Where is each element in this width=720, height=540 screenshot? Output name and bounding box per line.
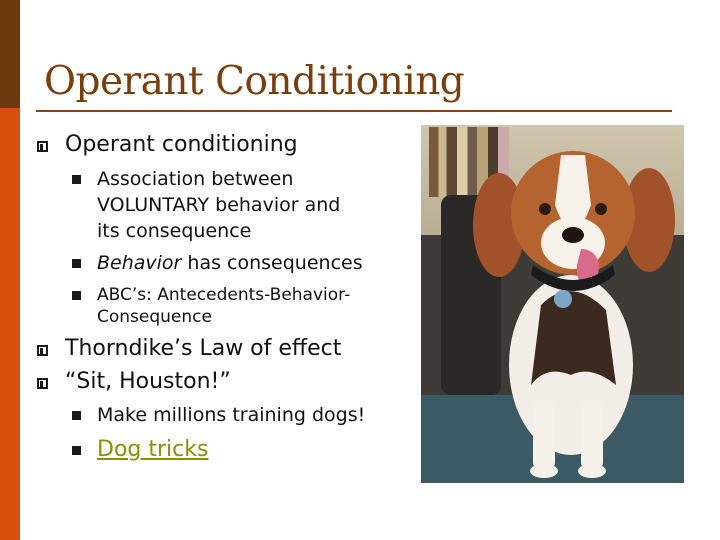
sub-bullet-association bbox=[97, 166, 340, 244]
sub-bullet-abc bbox=[97, 284, 350, 328]
bullet-thorndike: Thorndike’s Law of effect bbox=[65, 336, 342, 361]
accent-bar-orange bbox=[0, 108, 20, 540]
slide-title: Operant Conditioning bbox=[44, 59, 465, 104]
behavior-rest: has consequences bbox=[181, 252, 363, 274]
sub-bullet-behavior-consequences bbox=[97, 250, 363, 276]
bullet-icon bbox=[37, 345, 48, 356]
beagle-icon bbox=[421, 125, 684, 483]
sub-bullet-icon bbox=[72, 291, 81, 300]
sub-bullet-abc-line1: ABC’s: Antecedents-Behavior- bbox=[97, 285, 351, 305]
sub-bullet-association-line2: VOLUNTARY behavior and bbox=[97, 194, 341, 216]
title-underline bbox=[36, 110, 672, 112]
behavior-emphasis: Behavior bbox=[97, 252, 182, 274]
sub-bullet-association-line1: Association between bbox=[97, 168, 294, 190]
accent-bar-dark bbox=[0, 0, 20, 108]
sub-bullet-icon bbox=[72, 175, 81, 184]
bullet-sit-houston: “Sit, Houston!” bbox=[65, 369, 231, 394]
sub-bullet-make-millions: Make millions training dogs! bbox=[97, 404, 366, 426]
bullet-operant-conditioning: Operant conditioning bbox=[65, 132, 298, 157]
sub-bullet-icon bbox=[72, 446, 81, 455]
bullet-icon bbox=[37, 141, 48, 152]
bullet-icon bbox=[37, 378, 48, 389]
sub-bullet-association-line3: its consequence bbox=[97, 220, 252, 242]
dog-tricks-link[interactable]: Dog tricks bbox=[97, 437, 209, 462]
sub-bullet-icon bbox=[72, 411, 81, 420]
sub-bullet-icon bbox=[72, 259, 81, 268]
beagle-photo bbox=[421, 125, 684, 483]
sub-bullet-abc-line2: Consequence bbox=[97, 307, 212, 327]
